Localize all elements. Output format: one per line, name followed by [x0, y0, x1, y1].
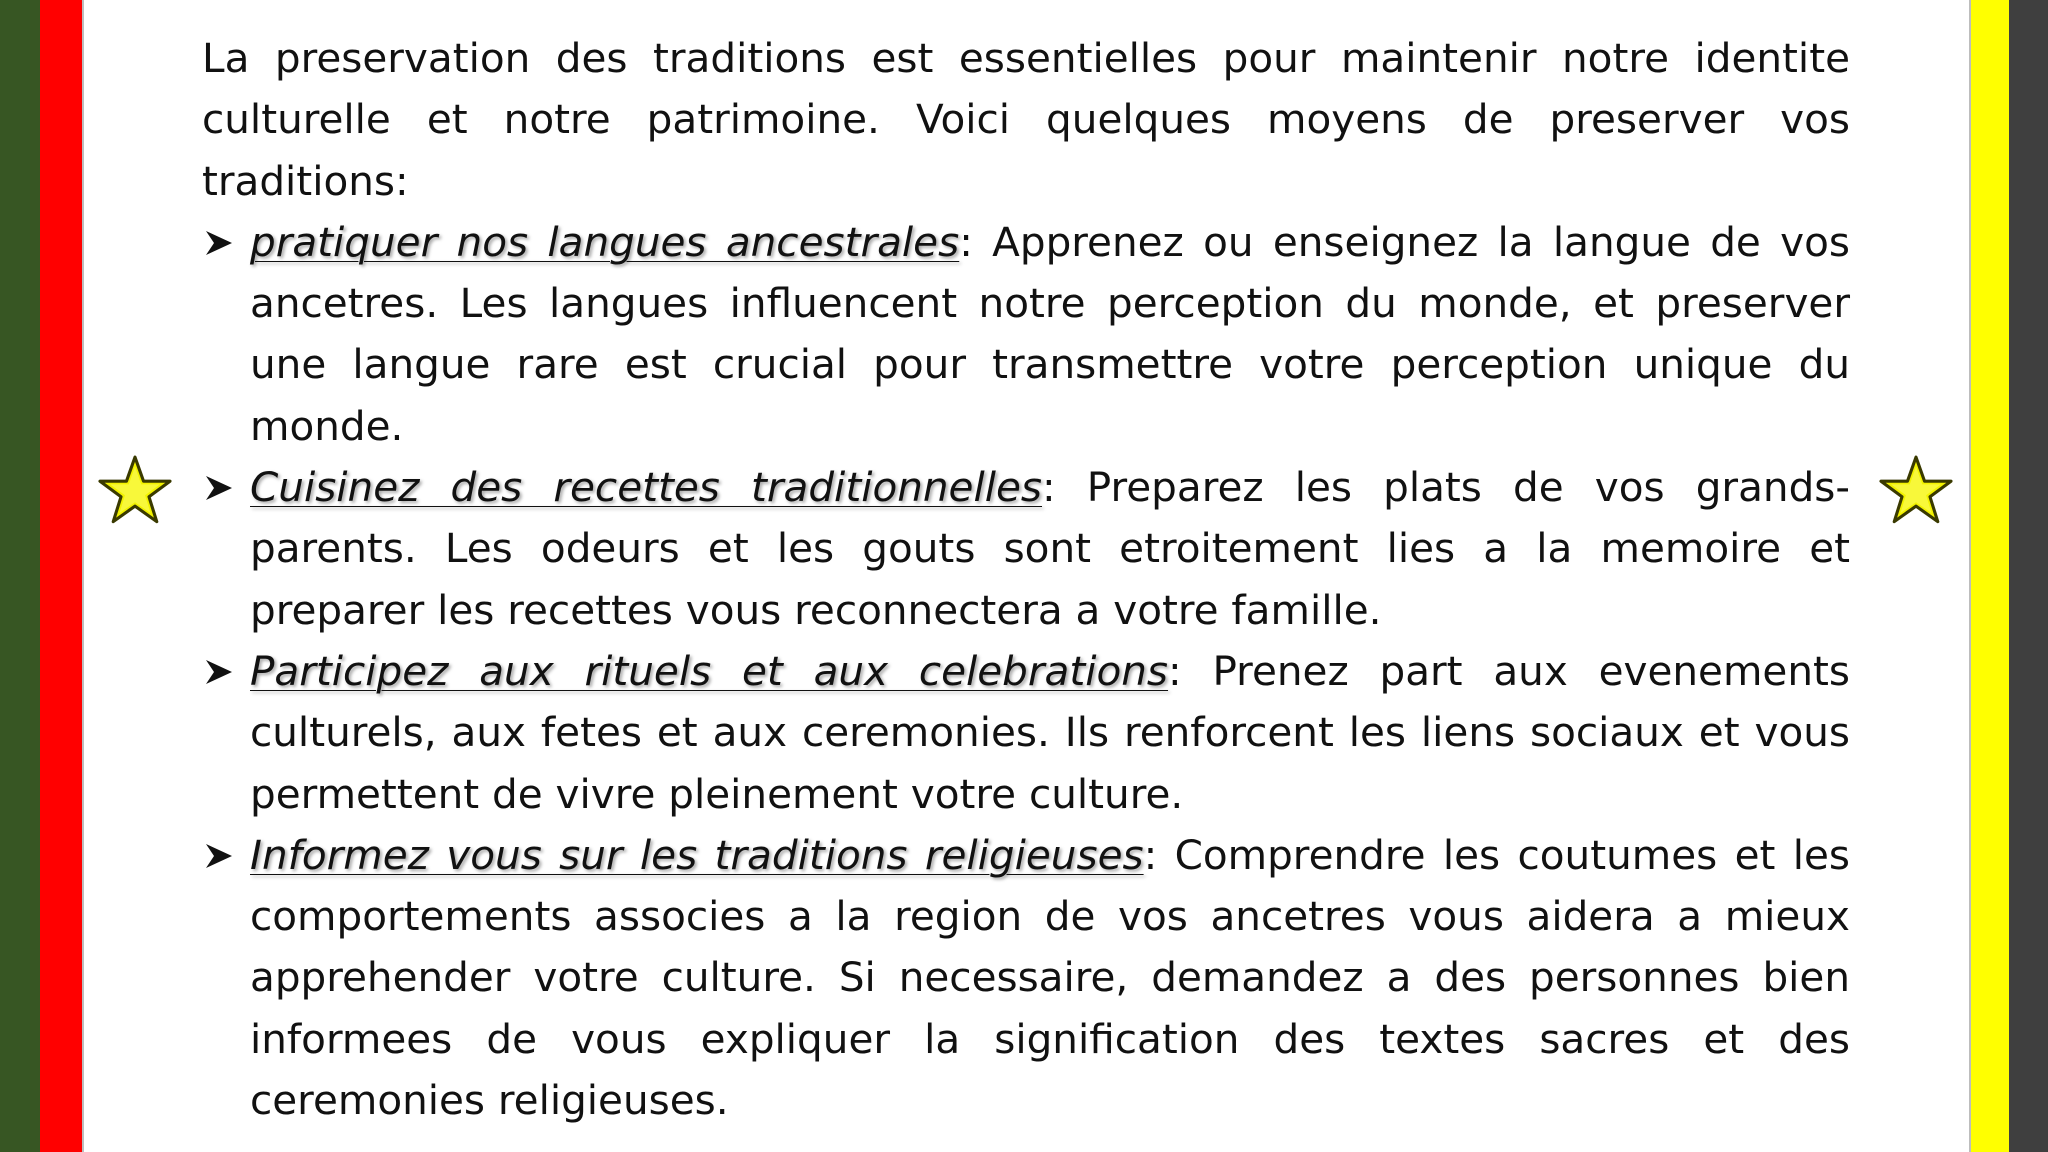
star-icon — [96, 454, 174, 524]
item-text: : Apprenez ou enseignez la langue de vos ancetres. Les langues influencent notre perception du monde, et preserver une langue rare est crucial pour transmettre votre perception unique du monde. — [250, 217, 1850, 450]
item-text: : Comprendre les coutumes et les comportements associes a la region de vos ancetres vous aidera a mieux apprehender votre culture. Si necessaire, demandez a des personnes bien informees de vous expliquer la signification des textes sacres et des ceremonies religieuses. — [250, 830, 1850, 1125]
item-term: pratiquer nos langues ancestrales — [250, 217, 960, 266]
slide-content — [202, 28, 1850, 1131]
left-separator — [82, 0, 84, 1152]
list-item — [202, 825, 1850, 1131]
arrow-bullet-icon — [204, 658, 234, 686]
left-dark-band — [0, 0, 40, 1152]
star-icon — [1877, 454, 1955, 524]
item-text: : Prenez part aux evenements culturels, aux fetes et aux ceremonies. Ils renforcent les liens sociaux et vous permettent de vivre pleinement votre culture. — [250, 646, 1850, 818]
right-yellow-band — [1971, 0, 2009, 1152]
right-dark-band — [2009, 0, 2048, 1152]
left-red-band — [40, 0, 82, 1152]
item-term: Cuisinez des recettes traditionnelles — [250, 463, 1043, 512]
tradition-list — [202, 212, 1850, 1131]
intro-paragraph: La preservation des traditions est essentielles pour maintenir notre identite culturelle et notre patrimoine. Voici quelques moyens de preserver vos traditions: — [202, 34, 1850, 205]
item-term: Informez vous sur les traditions religieuses — [250, 830, 1144, 879]
list-item — [202, 212, 1850, 457]
list-item — [202, 641, 1850, 825]
arrow-bullet-icon — [204, 842, 234, 870]
list-item — [202, 457, 1850, 641]
item-term: Participez aux rituels et aux celebrations — [250, 646, 1169, 695]
item-text: : Preparez les plats de vos grands-parents. Les odeurs et les gouts sont etroitement lies a la memoire et preparer les recettes vous reconnectera a votre famille. — [250, 463, 1850, 634]
arrow-bullet-icon — [204, 229, 234, 257]
arrow-bullet-icon — [204, 474, 234, 502]
